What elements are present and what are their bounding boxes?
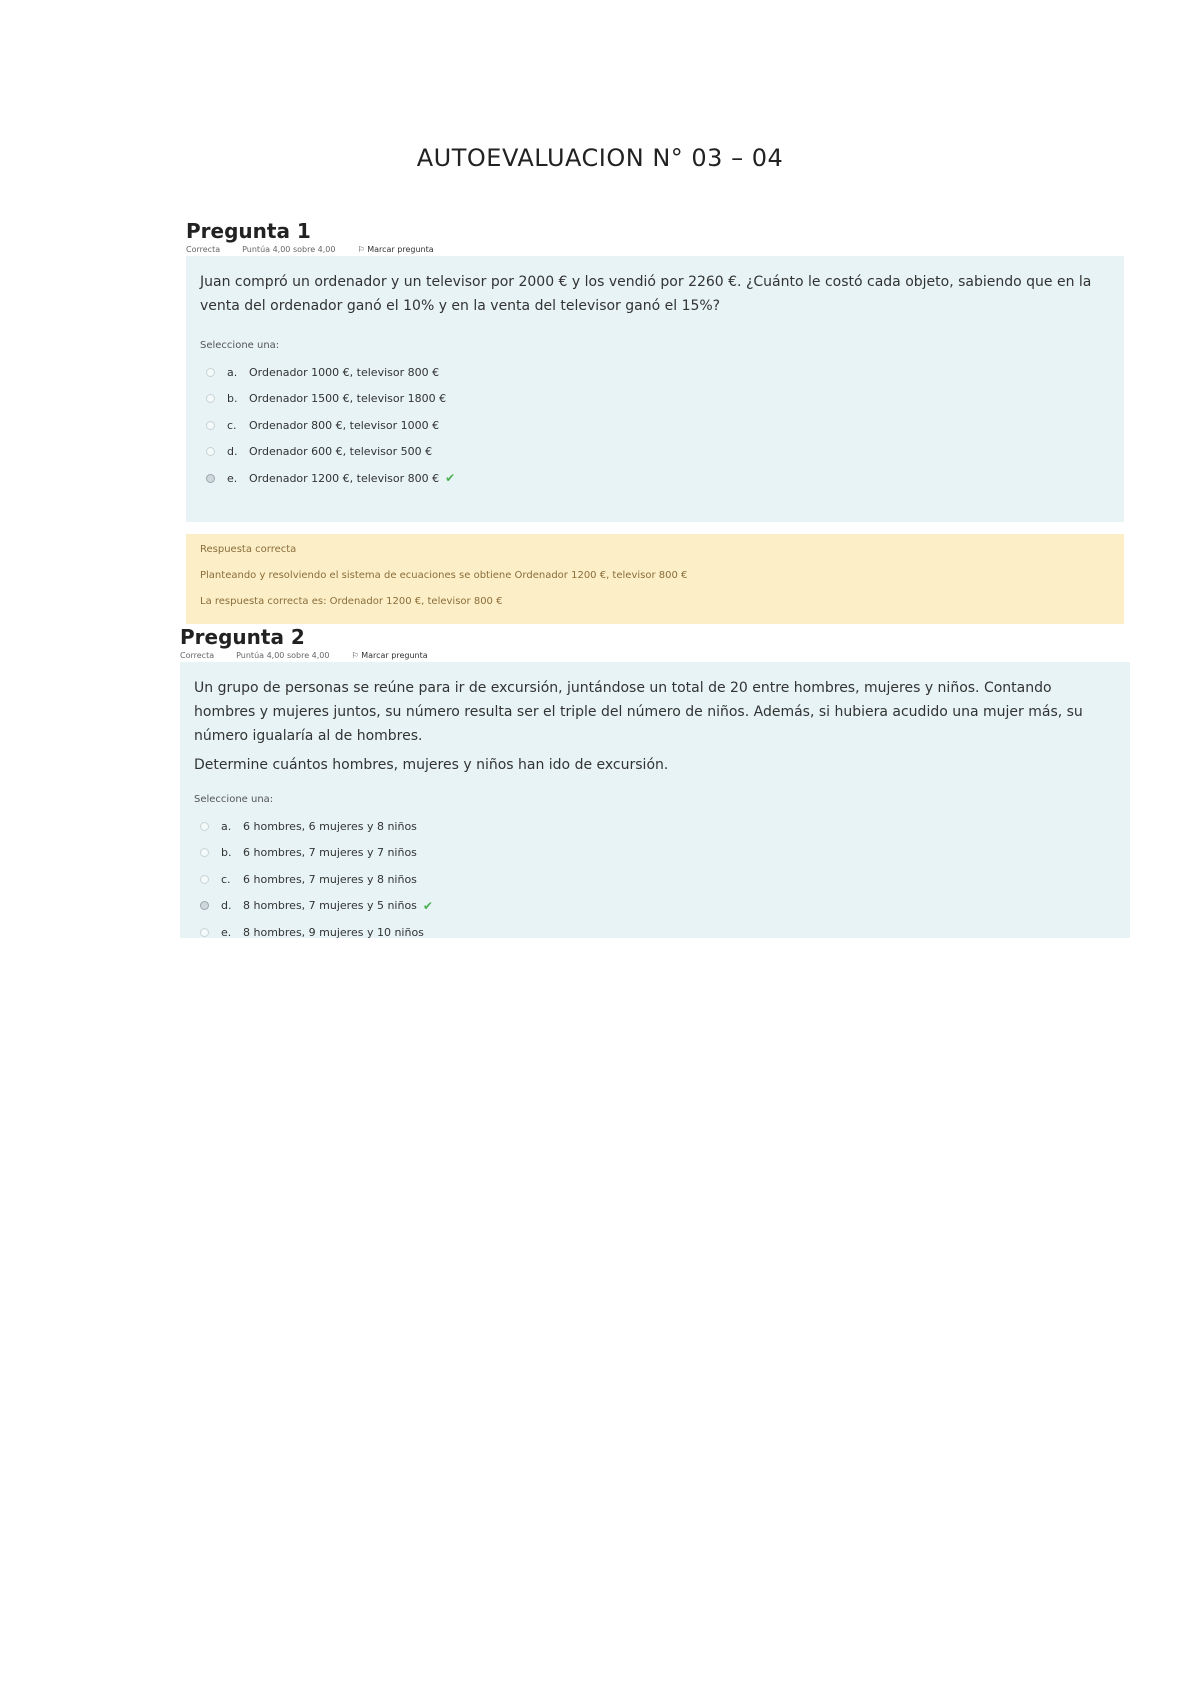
answer-text: 6 hombres, 6 mujeres y 8 niños xyxy=(243,819,417,833)
radio-button[interactable] xyxy=(200,848,209,857)
radio-button[interactable] xyxy=(200,928,209,937)
answer-text: Ordenador 800 €, televisor 1000 € xyxy=(249,418,440,432)
question-info xyxy=(180,650,1130,662)
answer-letter: c. xyxy=(227,418,237,432)
select-label: Seleccione una: xyxy=(194,794,274,805)
answer-option-d[interactable] xyxy=(194,893,1116,920)
answer-letter: e. xyxy=(227,471,238,485)
answer-text: 6 hombres, 7 mujeres y 7 niños xyxy=(243,846,417,860)
checkmark-icon: ✔ xyxy=(445,471,456,486)
checkmark-icon: ✔ xyxy=(422,898,433,913)
answer-option-a[interactable] xyxy=(194,813,1116,840)
question-text: Juan compró un ordenador y un televisor por 2000 € y los vendió por 2260 €. ¿Cuánto le costó cada objeto, sabiendo que en la venta del ordenador ganó el 10% y en la venta del televisor ganó el 15%? xyxy=(200,274,1092,314)
answer-option-c[interactable] xyxy=(200,412,1110,439)
question-info xyxy=(186,244,1124,256)
question-instruction: Determine cuántos hombres, mujeres y niños han ido de excursión. xyxy=(194,757,669,773)
answer-letter: a. xyxy=(227,365,238,379)
question-heading: Pregunta 2 xyxy=(180,625,305,649)
question-status: Correcta xyxy=(180,651,215,660)
answer-option-b[interactable] xyxy=(200,386,1110,413)
radio-button[interactable] xyxy=(206,421,215,430)
question-status: Correcta xyxy=(186,245,221,254)
radio-button-selected[interactable] xyxy=(206,474,215,483)
answer-options xyxy=(194,813,1116,946)
question-score: Puntúa 4,00 sobre 4,00 xyxy=(242,245,336,254)
answer-letter: c. xyxy=(221,872,231,886)
answer-text: 6 hombres, 7 mujeres y 8 niños xyxy=(243,872,417,886)
question-content xyxy=(186,256,1124,522)
radio-button[interactable] xyxy=(206,394,215,403)
flag-question-label: Marcar pregunta xyxy=(367,245,434,254)
answer-text: 8 hombres, 7 mujeres y 5 niños xyxy=(243,899,417,913)
radio-button[interactable] xyxy=(206,447,215,456)
answer-letter: d. xyxy=(227,445,238,459)
answer-option-e[interactable] xyxy=(194,919,1116,946)
radio-button[interactable] xyxy=(200,822,209,831)
answer-option-d[interactable] xyxy=(200,439,1110,466)
answer-option-a[interactable] xyxy=(200,359,1110,386)
feedback-correct-answer: La respuesta correcta es: Ordenador 1200 €, televisor 800 € xyxy=(200,596,503,607)
answer-option-e[interactable] xyxy=(200,465,1110,492)
feedback-box xyxy=(186,534,1124,624)
radio-button[interactable] xyxy=(206,368,215,377)
answer-text: Ordenador 600 €, televisor 500 € xyxy=(249,445,433,459)
question-heading: Pregunta 1 xyxy=(186,219,311,243)
flag-question-link[interactable] xyxy=(351,650,427,662)
question-1 xyxy=(186,218,1124,624)
radio-button[interactable] xyxy=(200,875,209,884)
flag-icon: ⚐ xyxy=(351,651,359,660)
feedback-explanation: Planteando y resolviendo el sistema de ecuaciones se obtiene Ordenador 1200 €, televisor 800 € xyxy=(200,570,688,581)
question-content xyxy=(180,662,1130,938)
answer-letter: a. xyxy=(221,819,232,833)
document-title: AUTOEVALUACION N° 03 – 04 xyxy=(416,144,784,172)
question-score: Puntúa 4,00 sobre 4,00 xyxy=(236,651,330,660)
answer-letter: b. xyxy=(221,846,232,860)
question-2 xyxy=(180,624,1130,938)
answer-text: Ordenador 1000 €, televisor 800 € xyxy=(249,365,440,379)
feedback-title: Respuesta correcta xyxy=(200,544,297,555)
radio-button-selected[interactable] xyxy=(200,901,209,910)
answer-letter: e. xyxy=(221,925,232,939)
flag-question-label: Marcar pregunta xyxy=(361,651,428,660)
question-text: Un grupo de personas se reúne para ir de excursión, juntándose un total de 20 entre hombres, mujeres y niños. Contando hombres y mujeres juntos, su número resulta ser el triple del número de niños. Además, si hubiera acudido una mujer más, su número igualaría al de hombres. xyxy=(194,680,1083,744)
flag-question-link[interactable] xyxy=(357,244,433,256)
answer-options xyxy=(200,359,1110,492)
select-label: Seleccione una: xyxy=(200,340,280,351)
answer-option-b[interactable] xyxy=(194,840,1116,867)
answer-option-c[interactable] xyxy=(194,866,1116,893)
flag-icon: ⚐ xyxy=(357,245,365,254)
answer-text: 8 hombres, 9 mujeres y 10 niños xyxy=(243,925,424,939)
answer-letter: d. xyxy=(221,899,232,913)
answer-text: Ordenador 1500 €, televisor 1800 € xyxy=(249,392,447,406)
answer-letter: b. xyxy=(227,392,238,406)
answer-text: Ordenador 1200 €, televisor 800 € xyxy=(249,471,440,485)
